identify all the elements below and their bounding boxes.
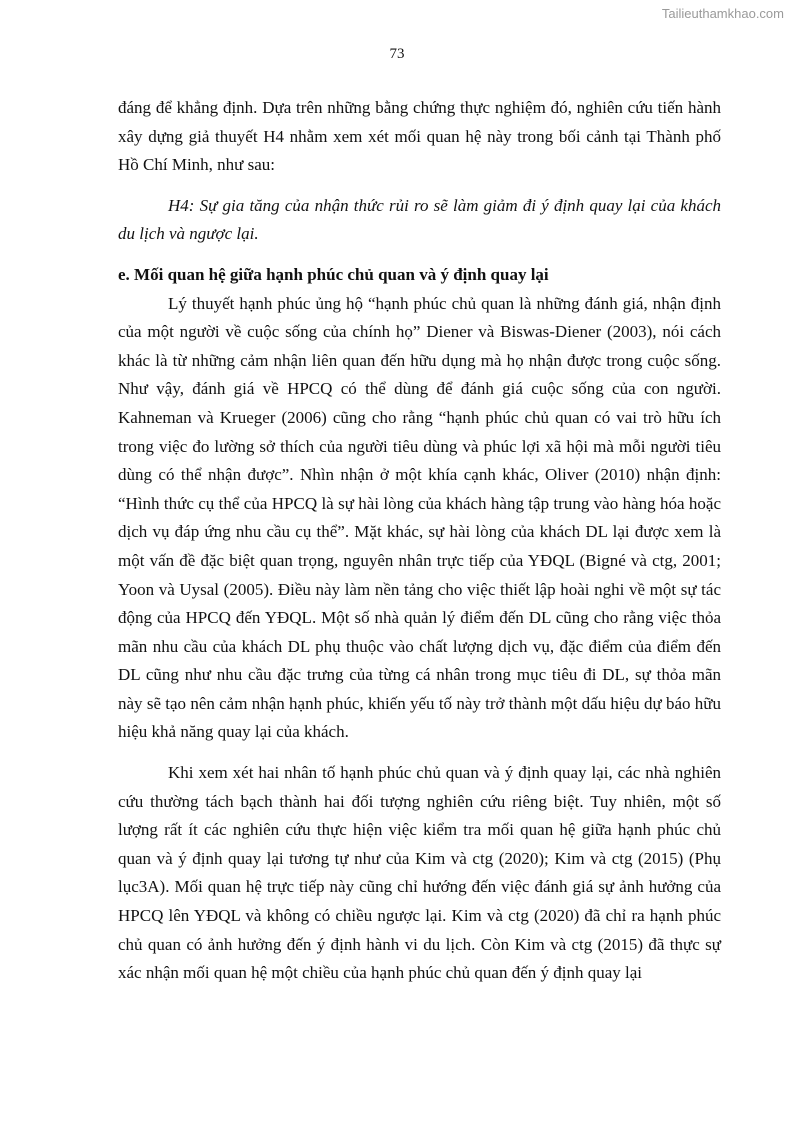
paragraph-relationship-studies: Khi xem xét hai nhân tố hạnh phúc chủ quan và ý định quay lại, các nhà nghiên cứu thường tách bạch thành hai đối tượng nghiên cứu riêng biệt. Tuy nhiên, một số lượng rất ít các nghiên cứu thực hiện việc kiểm tra mối quan hệ giữa hạnh phúc chủ quan và ý định quay lại tương tự như của Kim và ctg (2020); Kim và ctg (2015) (Phụ lục3A). Mối quan hệ trực tiếp này cũng chỉ hướng đến việc đánh giá sự ảnh hưởng của HPCQ lên YĐQL và không có chiều ngược lại. Kim và ctg (2020) đã chỉ ra hạnh phúc chủ quan có ảnh hưởng đến ý định hành vi du lịch. Còn Kim và ctg (2015) đã thực sự xác nhận mối quan hệ một chiều của hạnh phúc chủ quan đến ý định quay lại: [118, 763, 721, 983]
section-heading-e: e. Mối quan hệ giữa hạnh phúc chủ quan và ý định quay lại: [118, 264, 549, 284]
page-number: 73: [389, 46, 405, 62]
document-body: [118, 94, 721, 988]
watermark-text: Tailieuthamkhao.com: [661, 6, 784, 21]
paragraph-intro: đáng để khẳng định. Dựa trên những bằng chứng thực nghiệm đó, nghiên cứu tiến hành xây dựng giả thuyết H4 nhằm xem xét mối quan hệ này trong bối cảnh tại Thành phố Hồ Chí Minh, như sau:: [118, 98, 721, 175]
hypothesis-h4: H4: Sự gia tăng của nhận thức rủi ro sẽ làm giảm đi ý định quay lại của khách du lịch và ngược lại.: [118, 195, 721, 244]
paragraph-subjective-wellbeing-theory: Lý thuyết hạnh phúc ủng hộ “hạnh phúc chủ quan là những đánh giá, nhận định của một người về cuộc sống của chính họ” Diener và Biswas-Diener (2003), nói cách khác là từ những cảm nhận liên quan đến hữu dụng mà họ nhận được trong cuộc sống. Như vậy, đánh giá về HPCQ có thể dùng để đánh giá cuộc sống của con người. Kahneman và Krueger (2006) cũng cho rằng “hạnh phúc chủ quan có vai trò hữu ích trong việc đo lường sở thích của người tiêu dùng và phúc lợi xã hội mà mỗi người tiêu dùng có thể nhận được”. Nhìn nhận ở một khía cạnh khác, Oliver (2010) nhận định: “Hình thức cụ thể của HPCQ là sự hài lòng của khách hàng tập trung vào hàng hóa hoặc dịch vụ đáp ứng nhu cầu cụ thể”. Mặt khác, sự hài lòng của khách DL lại được xem là một vấn đề đặc biệt quan trọng, nguyên nhân trực tiếp của YĐQL (Bigné và ctg, 2001; Yoon và Uysal (2005). Điều này làm nền tảng cho việc thiết lập hoài nghi về một sự tác động của HPCQ đến YĐQL. Một số nhà quản lý điểm đến DL cũng cho rằng việc thỏa mãn nhu cầu của khách DL phụ thuộc vào chất lượng dịch vụ, đặc điểm của điểm đến DL cũng như nhu cầu đặc trưng của từng cá nhân trong mục tiêu đi DL, sự thỏa mãn này sẽ tạo nên cảm nhận hạnh phúc, khiến yếu tố này trở thành một dấu hiệu dự báo hữu hiệu khả năng quay lại của khách.: [118, 293, 721, 742]
